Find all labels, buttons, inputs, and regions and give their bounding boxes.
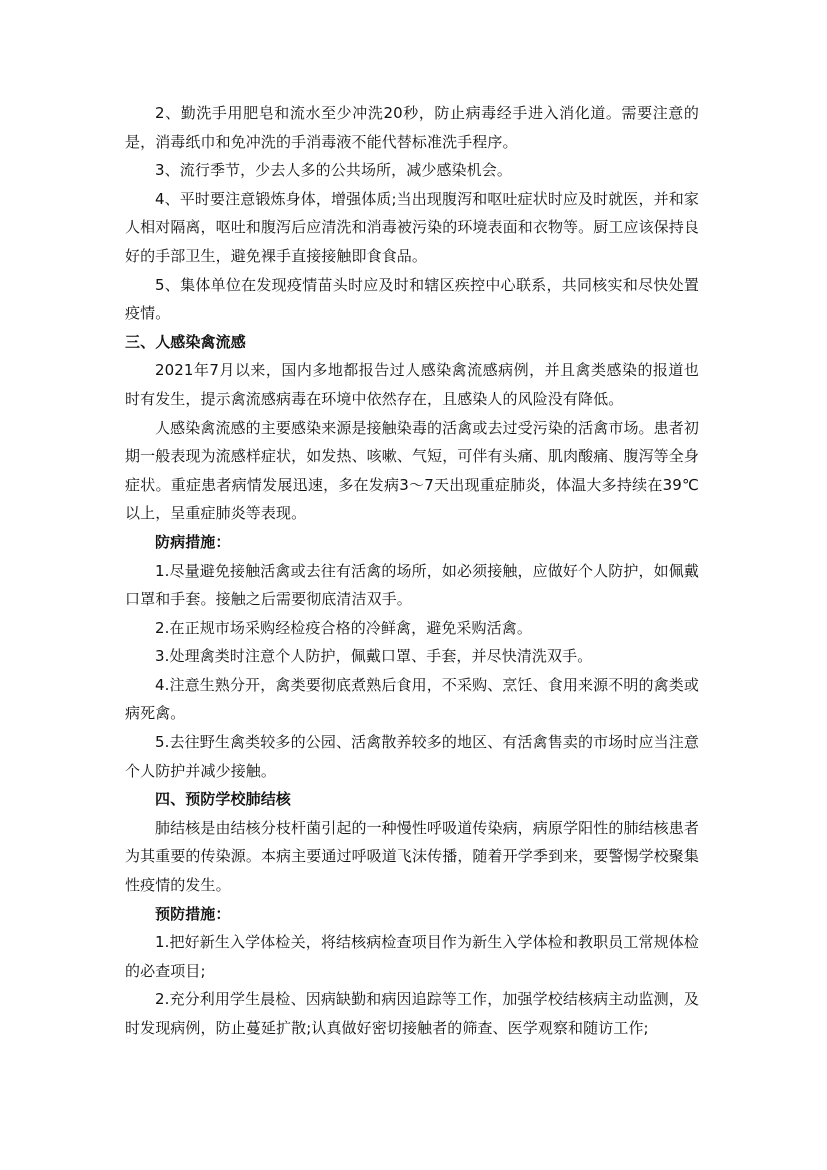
paragraph-tb-measure-1: 1.把好新生入学体检关，将结核病检查项目作为新生入学体检和教职员工常规体检的必查项目; <box>125 933 699 980</box>
paragraph-measure-5: 5.去往野生禽类较多的公园、活禽散养较多的地区、有活禽售卖的市场时应当注意个人防护并减少接触。 <box>125 733 699 780</box>
paragraph-avian-flu-symptoms: 人感染禽流感的主要感染来源是接触染毒的活禽或去过受污染的活禽市场。患者初期一般表现为流感样症状，如发热、咳嗽、气短，可伴有头痛、肌肉酸痛、腹泻等全身症状。重症患者病情发展迅速，多在发病3～7天出现重症肺炎，体温大多持续在39℃以上，呈重症肺炎等表现。 <box>125 418 699 523</box>
section-heading-avian-flu: 三、人感染禽流感 <box>125 332 246 351</box>
paragraph-measure-2: 2.在正规市场采购经检疫合格的冷鲜禽，避免采购活禽。 <box>155 618 532 637</box>
paragraph-tuberculosis-intro: 肺结核是由结核分枝杆菌引起的一种慢性呼吸道传染病，病原学阳性的肺结核患者为其重要的传染源。本病主要通过呼吸道飞沫传播，随着开学季到来，要警惕学校聚集性疫情的发生。 <box>125 818 699 895</box>
paragraph-measure-1: 1.尽量避免接触活禽或去往有活禽的场所，如必须接触，应做好个人防护，如佩戴口罩和手套。接触之后需要彻底清洁双手。 <box>125 561 699 609</box>
paragraph-exercise: 4、平时要注意锻炼身体，增强体质;当出现腹泻和呕吐症状时应及时就医，并和家人相对隔离，呕吐和腹泻后应清洗和消毒被污染的环境表面和衣物等。厨工应该保持良好的手部卫生，避免裸手直接接触即食食品。 <box>125 189 699 265</box>
paragraph-measure-3: 3.处理禽类时注意个人防护，佩戴口罩、手套，并尽快清洗双手。 <box>155 647 593 666</box>
paragraph-avian-flu-reports: 2021年7月以来，国内多地都报告过人感染禽流感病例，并且禽类感染的报道也时有发生，提示禽流感病毒在环境中依然存在，且感染人的风险没有降低。 <box>125 361 699 408</box>
subheading-tb-prevention: 预防措施： <box>155 904 231 923</box>
paragraph-tb-measure-2: 2.充分利用学生晨检、因病缺勤和病因追踪等工作，加强学校结核病主动监测，及时发现病例，防止蔓延扩散;认真做好密切接触者的筛查、医学观察和随访工作; <box>125 990 699 1037</box>
section-heading-tuberculosis: 四、预防学校肺结核 <box>155 790 291 809</box>
paragraph-outbreak-report: 5、集体单位在发现疫情苗头时应及时和辖区疾控中心联系，共同核实和尽快处置疫情。 <box>125 275 699 323</box>
subheading-prevention-measures: 防病措施： <box>155 532 231 551</box>
paragraph-measure-4: 4.注意生熟分开，禽类要彻底煮熟后食用，不采购、烹饪、食用来源不明的禽类或病死禽。 <box>125 675 699 723</box>
paragraph-avoid-crowds: 3、流行季节，少去人多的公共场所，减少感染机会。 <box>155 161 512 180</box>
paragraph-handwashing: 2、勤洗手用肥皂和流水至少冲洗20秒，防止病毒经手进入消化道。需要注意的是，消毒纸巾和免冲洗的手消毒液不能代替标准洗手程序。 <box>125 104 699 151</box>
